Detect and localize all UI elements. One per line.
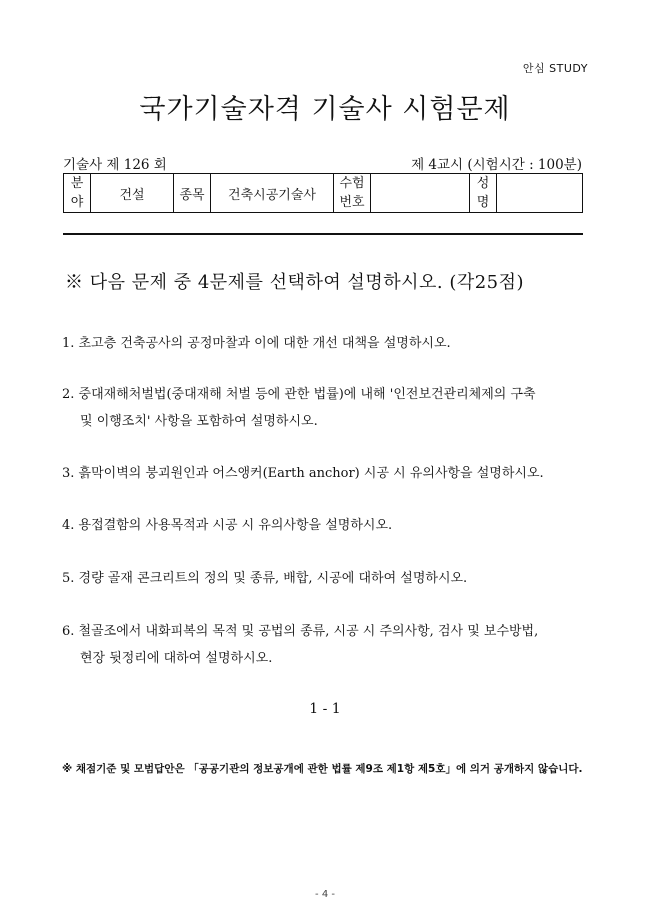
exam-info-table — [63, 173, 583, 213]
page-indicator: 1 - 1 — [309, 701, 341, 717]
question-text: 4. 용접결함의 사용목적과 시공 시 유의사항을 설명하시오. — [62, 518, 393, 533]
field-label-top: 분 — [70, 176, 84, 191]
name-label-bottom: 명 — [476, 195, 490, 210]
exam-number-label-bottom: 번호 — [339, 195, 365, 210]
question-item — [62, 512, 590, 539]
name-label-top: 성 — [476, 176, 490, 191]
question-text: 3. 흙막이벽의 붕괴원인과 어스앵커(Earth anchor) 시공 시 유의사항을 설명하시오. — [62, 466, 544, 481]
exam-number-label-top: 수험 — [339, 176, 365, 191]
field-label-cell — [64, 174, 91, 213]
question-text: 2. 중대재해처벌법(중대재해 처벌 등에 관한 법률)에 내해 '인전보건관리체제의 구축 — [62, 387, 536, 402]
name-label-cell — [470, 174, 497, 213]
exam-period-info: 제 4교시 (시험시간 : 100분) — [411, 157, 582, 173]
disclosure-notice: ※ 채점기준 및 모범답안은 「공공기관의 정보공개에 관한 법률 제9조 제1항 제5호」에 의거 공개하지 않습니다. — [62, 763, 583, 775]
question-text: 1. 초고층 건축공사의 공정마찰과 이에 대한 개선 대책을 설명하시오. — [62, 336, 451, 351]
exam-number-label-cell — [334, 174, 371, 213]
instruction-text: ※ 다음 문제 중 4문제를 선택하여 설명하시오. (각25점) — [65, 272, 525, 293]
footer-page-number: - 4 - — [315, 889, 335, 900]
question-text: 5. 경량 골재 콘크리트의 정의 및 종류, 배합, 시공에 대하여 설명하시오. — [62, 571, 468, 586]
question-item — [62, 460, 590, 487]
name-field[interactable] — [497, 174, 583, 213]
question-text: 6. 철골조에서 내화피복의 목적 및 공법의 종류, 시공 시 주의사항, 검사 및 보수방법, — [62, 624, 539, 639]
field-label-bottom: 야 — [70, 195, 84, 210]
category-value: 건축시공기술사 — [211, 174, 334, 213]
category-label: 종목 — [174, 174, 211, 213]
exam-session-info: 기술사 제 126 회 — [63, 157, 167, 173]
question-text-continued: 현장 뒷정리에 대하여 설명하시오. — [80, 651, 273, 666]
brand-label: 안심 STUDY — [522, 62, 588, 75]
exam-number-field[interactable] — [371, 174, 470, 213]
question-item — [62, 565, 590, 592]
field-value: 건설 — [91, 174, 174, 213]
divider — [63, 233, 583, 235]
question-text-continued: 및 이행조치' 사항을 포함하여 설명하시오. — [80, 414, 318, 429]
question-item — [62, 618, 590, 672]
page-title: 국가기술자격 기술사 시험문제 — [139, 94, 511, 125]
question-item — [62, 330, 590, 357]
question-item — [62, 381, 590, 435]
